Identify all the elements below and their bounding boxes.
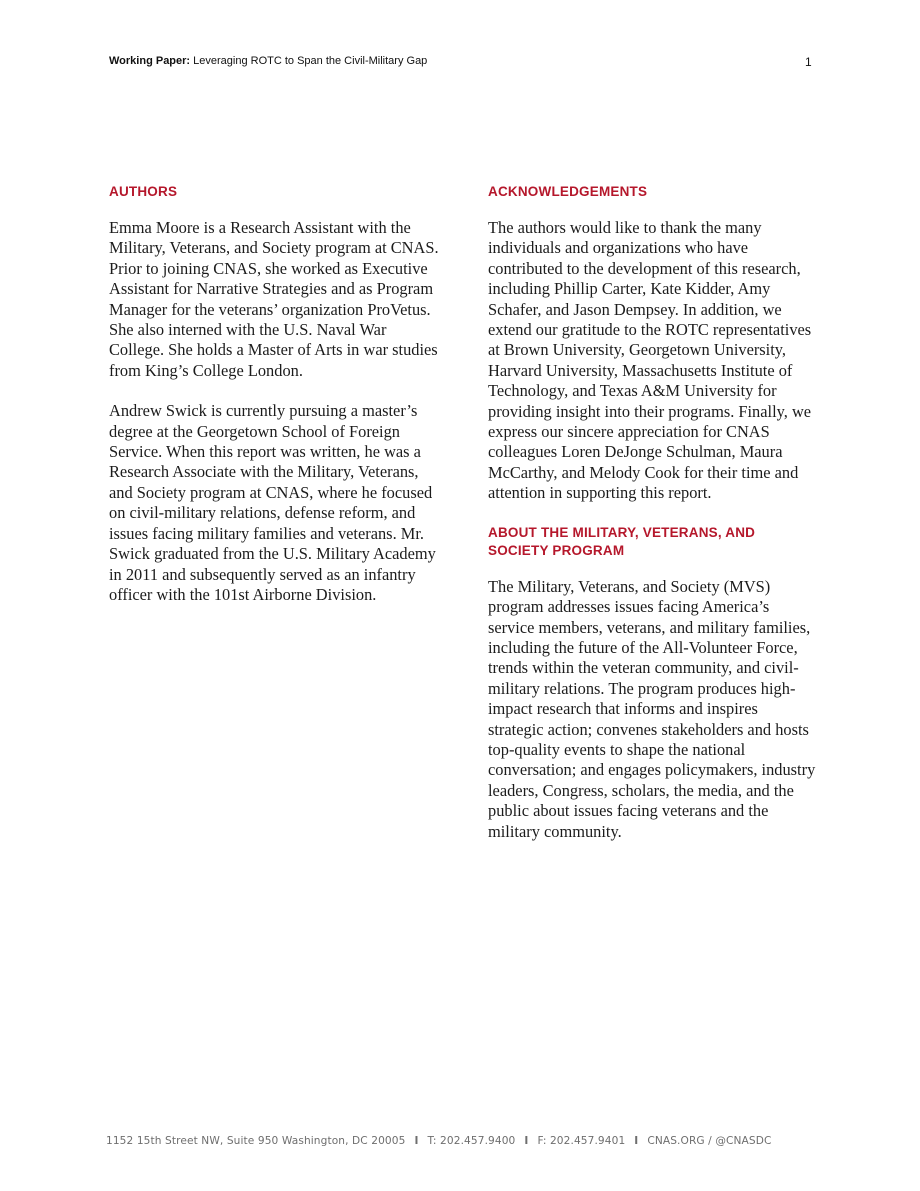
acknowledgements-text: The authors would like to thank the many individuals and organizations who have contributed to the development of this research, including Phillip Carter, Kate Kidder, Amy Schafer, and Jason Dempsey. In addition, we extend our gratitude to the ROTC representatives at Brown University, Georgetown University, Harvard University, Massachusetts Institute of Technology, and Texas A&M University for providing insight into their programs. Finally, we express our sincere appreciation for CNAS colleagues Loren DeJonge Schulman, Maura McCarthy, and Melody Cook for their time and attention in supporting this report. xyxy=(488,218,812,503)
mvs-heading-line-2: SOCIETY PROGRAM xyxy=(488,542,625,558)
running-header xyxy=(109,55,427,67)
header-title: Leveraging ROTC to Span the Civil-Military Gap xyxy=(193,55,428,67)
acknowledgements-column xyxy=(488,183,816,842)
authors-heading: AUTHORS xyxy=(109,184,178,199)
page-footer xyxy=(106,1135,866,1147)
author-bio-moore: Emma Moore is a Research Assistant with the Military, Veterans, and Society program at CNAS. Prior to joining CNAS, she worked as Executive Assistant for Narrative Strategies and as Program Manager for the veterans’ organization ProVetus. She also interned with the U.S. Naval War College. She holds a Master of Arts in war studies from King’s College London. xyxy=(109,218,439,380)
footer-separator: I xyxy=(524,1135,529,1147)
authors-column xyxy=(109,183,439,605)
footer-phone: T: 202.457.9400 xyxy=(427,1135,516,1147)
footer-separator: I xyxy=(634,1135,639,1147)
footer-address: 1152 15th Street NW, Suite 950 Washington, DC 20005 xyxy=(106,1135,406,1147)
mvs-program-text: The Military, Veterans, and Society (MVS) program addresses issues facing America’s service members, veterans, and military families, including the future of the All-Volunteer Force, trends within the veteran community, and civil-military relations. The program produces high-impact research that informs and inspires strategic action; convenes stakeholders and hosts top-quality events to shape the national conversation; and engages policymakers, industry leaders, Congress, scholars, the media, and the public about issues facing veterans and the military community. xyxy=(488,576,816,841)
author-bio-swick: Andrew Swick is currently pursuing a master’s degree at the Georgetown School of Foreign Service. When this report was written, he was a Research Associate with the Military, Veterans, and Society program at CNAS, where he focused on civil-military relations, defense reform, and issues facing military families and veterans. Mr. Swick graduated from the U.S. Military Academy in 2011 and subsequently served as an infantry officer with the 101st Airborne Division. xyxy=(109,401,436,604)
mvs-program-heading xyxy=(488,524,816,560)
footer-separator: I xyxy=(414,1135,419,1147)
footer-fax: F: 202.457.9401 xyxy=(537,1135,626,1147)
header-label: Working Paper: xyxy=(109,55,191,67)
acknowledgements-heading: ACKNOWLEDGEMENTS xyxy=(488,184,648,199)
page-number: 1 xyxy=(805,55,812,69)
footer-web-link[interactable]: CNAS.ORG / @CNASDC xyxy=(647,1135,772,1147)
mvs-heading-line-1: ABOUT THE MILITARY, VETERANS, AND xyxy=(488,524,756,540)
